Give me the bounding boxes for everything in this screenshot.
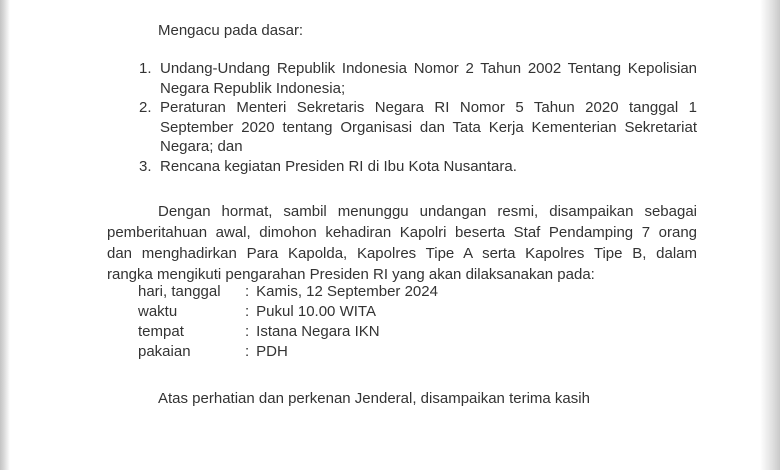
paragraph-line: pemberitahuan awal, dimohon kehadiran Kapolri beserta Staf Pendamping 7 orang bbox=[107, 224, 697, 241]
detail-label: tempat bbox=[138, 323, 184, 340]
event-details-list bbox=[138, 282, 438, 362]
list-item-number: 1. bbox=[139, 60, 152, 77]
detail-separator: : bbox=[245, 303, 250, 320]
detail-label: waktu bbox=[138, 303, 178, 320]
list-item-text bbox=[160, 98, 697, 157]
list-item bbox=[139, 157, 697, 177]
list-item bbox=[139, 59, 697, 98]
list-item-number: 3. bbox=[139, 157, 152, 175]
detail-row-dress-code bbox=[138, 342, 438, 362]
legal-basis-list bbox=[139, 59, 697, 176]
list-item bbox=[139, 98, 697, 157]
list-item-line: Rencana kegiatan Presiden RI di Ibu Kota Nusantara. bbox=[160, 157, 517, 175]
paragraph-line: rangka mengikuti pengarahan Presiden RI yang akan dilaksanakan pada: bbox=[107, 266, 595, 283]
body-paragraph bbox=[107, 201, 697, 285]
detail-row-place bbox=[138, 322, 438, 342]
detail-label: pakaian bbox=[138, 343, 191, 360]
opening-line: Mengacu pada dasar: bbox=[158, 22, 304, 39]
list-item-number: 2. bbox=[139, 99, 152, 116]
list-item-line: Undang-Undang Republik Indonesia Nomor 2 Tahun 2002 Tentang Kepolisian bbox=[160, 60, 697, 77]
list-item-line: September 2020 tentang Organisasi dan Tata Kerja Kementerian Sekretariat bbox=[160, 118, 697, 136]
list-item-line: Negara Republik Indonesia; bbox=[160, 79, 346, 97]
list-item-text bbox=[160, 59, 697, 98]
detail-row-day-date bbox=[138, 282, 438, 302]
list-item-line: Negara; dan bbox=[160, 138, 243, 155]
detail-value: Pukul 10.00 WITA bbox=[256, 303, 376, 320]
detail-value: PDH bbox=[256, 343, 288, 360]
detail-separator: : bbox=[245, 323, 250, 340]
detail-label: hari, tanggal bbox=[138, 283, 221, 300]
list-item-text bbox=[160, 157, 697, 177]
paragraph-line: dan menghadirkan Para Kapolda, Kapolres Tipe A serta Kapolres Tipe B, dalam bbox=[107, 245, 697, 262]
detail-separator: : bbox=[245, 343, 250, 360]
detail-separator: : bbox=[245, 283, 250, 300]
detail-value: Istana Negara IKN bbox=[256, 323, 380, 340]
detail-value: Kamis, 12 September 2024 bbox=[256, 283, 438, 300]
list-item-line: Peraturan Menteri Sekretaris Negara RI Nomor 5 Tahun 2020 tanggal 1 bbox=[160, 99, 697, 116]
closing-line: Atas perhatian dan perkenan Jenderal, disampaikan terima kasih bbox=[158, 390, 590, 407]
paragraph-line: Dengan hormat, sambil menunggu undangan resmi, disampaikan sebagai bbox=[158, 203, 697, 220]
detail-row-time bbox=[138, 302, 438, 322]
